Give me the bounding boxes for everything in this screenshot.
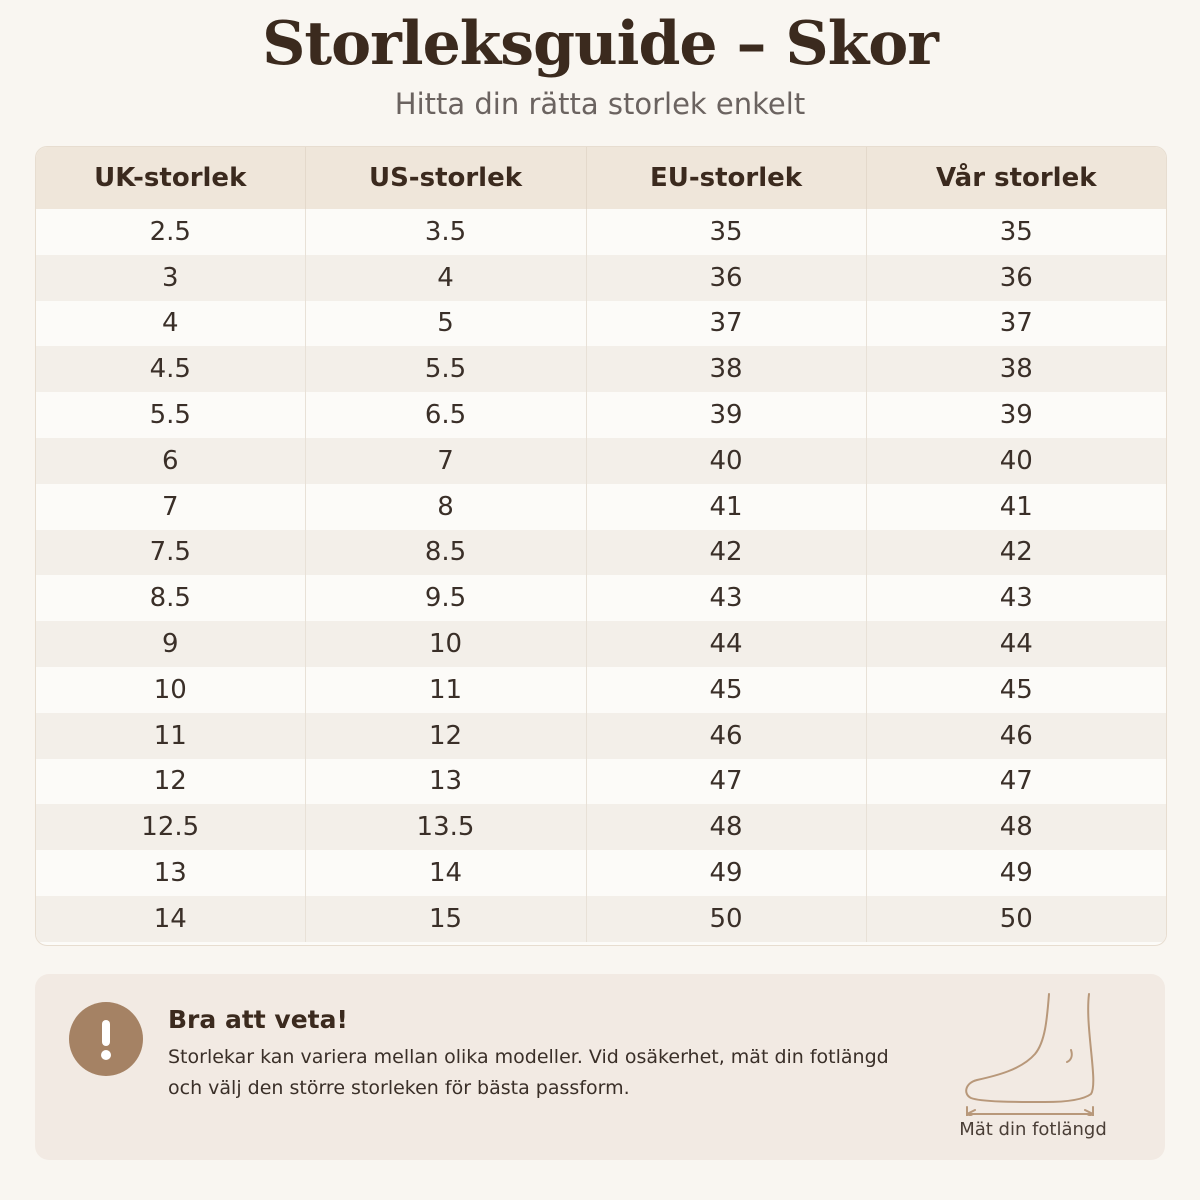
table-header-row bbox=[36, 147, 1166, 209]
size-table-card bbox=[35, 146, 1167, 946]
cell-var: 38 bbox=[999, 354, 1033, 385]
cell-var: 42 bbox=[999, 537, 1033, 568]
table-row bbox=[36, 667, 1166, 713]
cell-eu: 39 bbox=[586, 392, 866, 438]
cell-uk: 5.5 bbox=[36, 392, 305, 438]
cell-uk: 14 bbox=[36, 896, 305, 942]
cell-uk: 3 bbox=[36, 255, 305, 301]
cell-us: 5 bbox=[305, 301, 586, 347]
cell-eu: 38 bbox=[586, 346, 866, 392]
cell-uk: 9 bbox=[36, 621, 305, 667]
cell-var: 41 bbox=[999, 491, 1033, 522]
cell-uk: 12 bbox=[36, 759, 305, 805]
cell-uk: 7.5 bbox=[36, 530, 305, 576]
table-row bbox=[36, 438, 1166, 484]
table-row bbox=[36, 209, 1166, 255]
cell-eu: 46 bbox=[586, 713, 866, 759]
table-row bbox=[36, 713, 1166, 759]
cell-us: 13 bbox=[305, 759, 586, 805]
exclamation-icon bbox=[69, 1002, 143, 1076]
table-row bbox=[36, 575, 1166, 621]
cell-uk: 12.5 bbox=[36, 804, 305, 850]
cell-eu: 44 bbox=[586, 621, 866, 667]
cell-eu: 35 bbox=[586, 209, 866, 255]
table-row bbox=[36, 621, 1166, 667]
cell-var: 36 bbox=[999, 262, 1033, 293]
cell-us: 14 bbox=[305, 850, 586, 896]
cell-us: 8.5 bbox=[305, 530, 586, 576]
info-text-line-2: och välj den större storleken för bästa passform. bbox=[168, 1077, 630, 1099]
cell-var: 44 bbox=[999, 629, 1033, 660]
cell-eu: 49 bbox=[586, 850, 866, 896]
cell-eu: 45 bbox=[586, 667, 866, 713]
info-text-line-1: Storlekar kan variera mellan olika modeller. Vid osäkerhet, mät din fotlängd bbox=[168, 1046, 889, 1068]
cell-uk: 2.5 bbox=[36, 209, 305, 255]
cell-uk: 11 bbox=[36, 713, 305, 759]
info-text bbox=[168, 1042, 928, 1104]
table-row bbox=[36, 850, 1166, 896]
cell-us: 9.5 bbox=[305, 575, 586, 621]
size-table bbox=[36, 147, 1166, 942]
cell-us: 15 bbox=[305, 896, 586, 942]
table-row bbox=[36, 484, 1166, 530]
table-row bbox=[36, 392, 1166, 438]
cell-us: 6.5 bbox=[305, 392, 586, 438]
cell-uk: 7 bbox=[36, 484, 305, 530]
table-row bbox=[36, 804, 1166, 850]
cell-uk: 4.5 bbox=[36, 346, 305, 392]
cell-us: 3.5 bbox=[305, 209, 586, 255]
cell-us: 4 bbox=[305, 255, 586, 301]
cell-us: 5.5 bbox=[305, 346, 586, 392]
cell-var: 45 bbox=[999, 674, 1033, 705]
cell-uk: 6 bbox=[36, 438, 305, 484]
cell-var: 47 bbox=[999, 766, 1033, 797]
cell-us: 10 bbox=[305, 621, 586, 667]
cell-us: 13.5 bbox=[305, 804, 586, 850]
cell-eu: 50 bbox=[586, 896, 866, 942]
cell-eu: 48 bbox=[586, 804, 866, 850]
cell-eu: 40 bbox=[586, 438, 866, 484]
table-row bbox=[36, 896, 1166, 942]
info-card bbox=[35, 974, 1165, 1160]
table-row bbox=[36, 346, 1166, 392]
cell-us: 11 bbox=[305, 667, 586, 713]
cell-eu: 36 bbox=[586, 255, 866, 301]
cell-var: 49 bbox=[999, 858, 1033, 889]
cell-uk: 10 bbox=[36, 667, 305, 713]
column-header-uk: UK-storlek bbox=[36, 147, 305, 209]
table-row bbox=[36, 759, 1166, 805]
page-subtitle: Hitta din rätta storlek enkelt bbox=[394, 87, 806, 121]
column-header-us: US-storlek bbox=[305, 147, 586, 209]
column-header-var: Vår storlek bbox=[935, 163, 1097, 193]
table-row bbox=[36, 301, 1166, 347]
cell-us: 8 bbox=[305, 484, 586, 530]
cell-eu: 47 bbox=[586, 759, 866, 805]
cell-var: 46 bbox=[999, 720, 1033, 751]
column-header-eu: EU-storlek bbox=[586, 147, 866, 209]
info-title: Bra att veta! bbox=[168, 1005, 348, 1034]
cell-var: 43 bbox=[999, 583, 1033, 614]
cell-var: 48 bbox=[999, 812, 1033, 843]
cell-var: 39 bbox=[999, 400, 1033, 431]
cell-var: 35 bbox=[999, 216, 1033, 247]
table-row bbox=[36, 530, 1166, 576]
cell-var: 40 bbox=[999, 445, 1033, 476]
cell-uk: 4 bbox=[36, 301, 305, 347]
cell-var: 50 bbox=[999, 903, 1033, 934]
cell-us: 7 bbox=[305, 438, 586, 484]
foot-caption: Mät din fotlängd bbox=[959, 1119, 1107, 1140]
cell-eu: 41 bbox=[586, 484, 866, 530]
cell-eu: 43 bbox=[586, 575, 866, 621]
cell-eu: 37 bbox=[586, 301, 866, 347]
cell-var: 37 bbox=[999, 308, 1033, 339]
cell-uk: 13 bbox=[36, 850, 305, 896]
cell-eu: 42 bbox=[586, 530, 866, 576]
cell-uk: 8.5 bbox=[36, 575, 305, 621]
cell-us: 12 bbox=[305, 713, 586, 759]
foot-measure-icon bbox=[955, 990, 1105, 1116]
table-row bbox=[36, 255, 1166, 301]
table-body bbox=[36, 209, 1166, 942]
page-title: Storleksguide – Skor bbox=[262, 9, 938, 79]
